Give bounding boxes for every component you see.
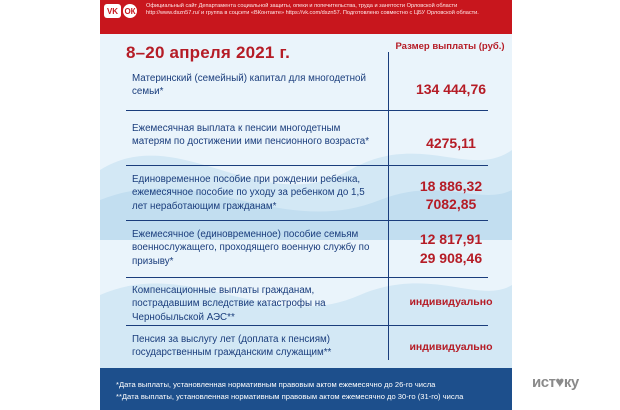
row-value: индивидуально [409, 341, 493, 353]
infographic-card [100, 0, 512, 410]
row-divider [126, 277, 488, 278]
row-label: Компенсационные выплаты гражданам, пострадавшим вследствие катастрофы на Чернобыльской АЭС** [132, 285, 326, 323]
banner-line-2: http://www.dszn57.ru/ и группа в соцсети «ВКонтакте» https://vk.com/dszn57. Подготовлено совместно с ЦБУ Орловской области. [146, 10, 479, 17]
footnote: **Дата выплаты, установленная нормативным правовым актом ежемесячно до 30-го (31-го) числа [116, 392, 464, 401]
row-value: 18 886,32 [419, 178, 483, 194]
row-divider [126, 325, 488, 326]
row-value: индивидуально [409, 296, 493, 308]
column-divider [388, 52, 389, 360]
header-banner [100, 0, 512, 34]
footer-bar [100, 368, 512, 410]
vk-icon[interactable]: VK [104, 4, 121, 18]
row-label: Единовременное пособие при рождении ребенка, ежемесячное пособие по уходу за ребенком до 1,5 лет неработающим гражданам* [132, 174, 365, 212]
odnoklassniki-icon[interactable]: ОК [123, 4, 137, 18]
row-value: 12 817,91 [419, 231, 483, 247]
site-logo: ист♥ку [532, 374, 579, 391]
banner-text [146, 3, 506, 18]
period-title: 8–20 апреля 2021 г. [126, 43, 290, 62]
row-value: 7082,85 [425, 196, 477, 212]
row-value: 29 908,46 [419, 250, 483, 266]
row-label: Материнский (семейный) капитал для многодетной семьи* [132, 73, 366, 98]
left-margin [0, 0, 100, 410]
row-divider [126, 165, 488, 166]
row-label: Ежемесячное (единовременное) пособие семьям военнослужащего, проходящего военную службу по призыву* [132, 229, 370, 267]
row-label: Пенсия за выслугу лет (доплата к пенсиям) государственным гражданским служащим** [132, 334, 332, 359]
row-label: Ежемесячная выплата к пенсии многодетным матерям по достижении ими пенсионного возраста* [132, 123, 370, 148]
row-value: 4275,11 [426, 135, 476, 151]
column-header: Размер выплаты (руб.) [395, 41, 505, 52]
row-divider [126, 110, 488, 111]
row-divider [126, 220, 488, 221]
banner-line-1: Официальный сайт Департамента социальной защиты, опеки и попечительства, труда и занятости Орловской области [146, 3, 458, 9]
row-value: 134 444,76 [415, 81, 487, 97]
footnote: *Дата выплаты, установленная нормативным правовым актом ежемесячно до 26-го числа [116, 380, 436, 389]
